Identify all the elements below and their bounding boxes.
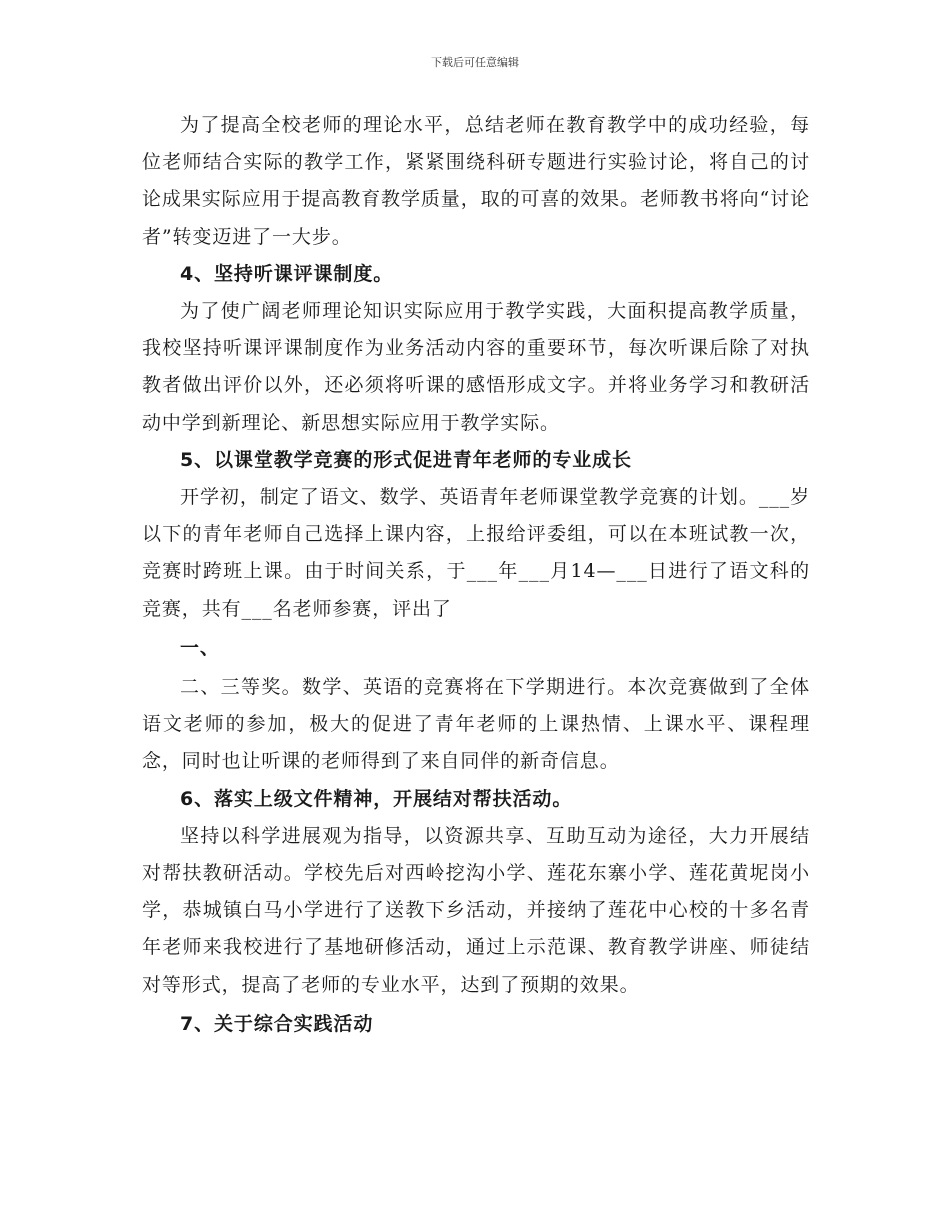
heading-6: 6、落实上级文件精神，开展结对帮扶活动。	[180, 787, 573, 810]
heading-first-prize: 一、	[180, 636, 220, 659]
paragraph-assistance: 坚持以科学进展观为指导，以资源共享、互助互动为途径，大力开展结对帮扶教研活动。学校先后对西岭挖沟小学、莲花东寨小学、莲花黄坭岗小学，恭城镇白马小学进行了送教下乡活动，并接纳了莲花中心校的十多名青年老师来我校进行了基地研修活动，通过上示范课、教育教学讲座、师徒结对等形式，提高了老师的专业水平，达到了预期的效果。	[142, 824, 810, 996]
paragraph-research: 为了提高全校老师的理论水平，总结老师在教育教学中的成功经验，每位老师结合实际的教学工作，紧紧围绕科研专题进行实验讨论，将自己的讨论成果实际应用于提高教育教学质量，取的可喜的效果。老师教书将向“讨论者”转变迈进了一大步。	[142, 114, 810, 248]
document-body	[142, 107, 810, 1043]
heading-4: 4、坚持听课评课制度。	[180, 262, 394, 285]
heading-5: 5、以课堂教学竞赛的形式促进青年老师的专业成长	[180, 448, 632, 471]
heading-7: 7、关于综合实践活动	[180, 1012, 374, 1035]
page-header: 下载后可任意编辑	[431, 56, 519, 69]
paragraph-lesson-review: 为了使广阔老师理论知识实际应用于教学实践，大面积提高教学质量，我校坚持听课评课制度作为业务活动内容的重要环节，每次听课后除了对执教者做出评价以外，还必须将听课的感悟形成文字。并将业务学习和教研活动中学到新理论、新思想实际应用于教学实际。	[142, 300, 810, 434]
paragraph-teaching-competition: 开学初，制定了语文、数学、英语青年老师课堂教学竞赛的计划。___岁以下的青年老师自己选择上课内容，上报给评委组，可以在本班试教一次，竞赛时跨班上课。由于时间关系，于___年___月14—___日进行了语文科的竞赛，共有___名老师参赛，评出了	[142, 486, 810, 620]
paragraph-prizes: 二、三等奖。数学、英语的竞赛将在下学期进行。本次竞赛做到了全体语文老师的参加，极大的促进了青年老师的上课热情、上课水平、课程理念，同时也让听课的老师得到了来自同伴的新奇信息。	[142, 676, 810, 773]
